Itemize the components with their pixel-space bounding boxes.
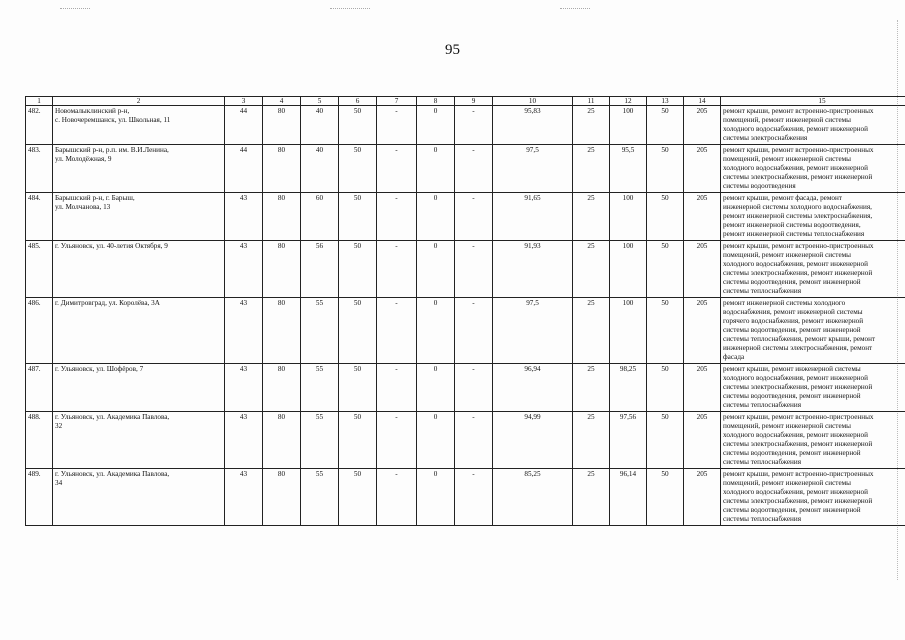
work-line: ремонт крыши, ремонт фасада, ремонт bbox=[723, 194, 842, 202]
scan-artifact bbox=[60, 8, 90, 9]
value-cell-c10: 96,94 bbox=[493, 364, 573, 412]
value-cell-c6: 50 bbox=[339, 106, 377, 145]
value-cell-c3: 44 bbox=[225, 145, 263, 193]
table-row bbox=[26, 469, 905, 526]
work-line: системы водоотведения, ремонт инженерной bbox=[723, 326, 861, 334]
value-cell-c13: 50 bbox=[647, 364, 684, 412]
address-line: 34 bbox=[55, 479, 63, 487]
works-cell bbox=[721, 106, 905, 145]
row-number: 486. bbox=[26, 298, 53, 364]
value-cell-c4: 80 bbox=[263, 241, 301, 298]
value-cell-c4: 80 bbox=[263, 298, 301, 364]
value-cell-c6: 50 bbox=[339, 364, 377, 412]
works-cell bbox=[721, 364, 905, 412]
value-cell-c4: 80 bbox=[263, 412, 301, 469]
value-cell-c9: - bbox=[455, 145, 493, 193]
value-cell-c14: 205 bbox=[684, 298, 721, 364]
value-cell-c7: - bbox=[377, 106, 417, 145]
value-cell-c3: 43 bbox=[225, 193, 263, 241]
value-cell-c7: - bbox=[377, 298, 417, 364]
works-cell bbox=[721, 241, 905, 298]
value-cell-c13: 50 bbox=[647, 412, 684, 469]
works-cell bbox=[721, 145, 905, 193]
value-cell-c12: 98,25 bbox=[610, 364, 647, 412]
value-cell-c12: 95,5 bbox=[610, 145, 647, 193]
address-cell bbox=[53, 469, 225, 526]
repair-works-table bbox=[25, 96, 905, 526]
work-line: системы теплоснабжения bbox=[723, 401, 802, 409]
work-line: фасада bbox=[723, 353, 745, 361]
value-cell-c13: 50 bbox=[647, 298, 684, 364]
value-cell-c9: - bbox=[455, 298, 493, 364]
value-cell-c4: 80 bbox=[263, 193, 301, 241]
value-cell-c9: - bbox=[455, 364, 493, 412]
value-cell-c14: 205 bbox=[684, 193, 721, 241]
column-number: 6 bbox=[339, 97, 377, 106]
row-number: 488. bbox=[26, 412, 53, 469]
work-line: системы водоотведения, ремонт инженерной bbox=[723, 278, 861, 286]
value-cell-c14: 205 bbox=[684, 145, 721, 193]
works-cell bbox=[721, 412, 905, 469]
address-cell bbox=[53, 106, 225, 145]
work-line: ремонт крыши, ремонт встроенно-пристроенных bbox=[723, 470, 874, 478]
value-cell-c4: 80 bbox=[263, 364, 301, 412]
value-cell-c9: - bbox=[455, 106, 493, 145]
value-cell-c12: 100 bbox=[610, 193, 647, 241]
work-line: холодного водоснабжения, ремонт инженерной bbox=[723, 374, 868, 382]
value-cell-c11: 25 bbox=[573, 193, 610, 241]
row-number: 487. bbox=[26, 364, 53, 412]
work-line: ремонт инженерной системы водоотведения, bbox=[723, 221, 861, 229]
work-line: ремонт инженерной системы холодного bbox=[723, 299, 846, 307]
value-cell-c5: 60 bbox=[301, 193, 339, 241]
value-cell-c13: 50 bbox=[647, 193, 684, 241]
address-cell bbox=[53, 145, 225, 193]
work-line: помещений, ремонт инженерной системы bbox=[723, 251, 852, 259]
value-cell-c11: 25 bbox=[573, 145, 610, 193]
value-cell-c4: 80 bbox=[263, 106, 301, 145]
table-row bbox=[26, 106, 905, 145]
row-number: 484. bbox=[26, 193, 53, 241]
value-cell-c10: 91,65 bbox=[493, 193, 573, 241]
value-cell-c7: - bbox=[377, 412, 417, 469]
work-line: системы водоотведения, ремонт инженерной bbox=[723, 449, 861, 457]
work-line: системы водоотведения, ремонт инженерной bbox=[723, 506, 861, 514]
work-line: системы теплоснабжения, ремонт крыши, ремонт bbox=[723, 335, 876, 343]
value-cell-c13: 50 bbox=[647, 145, 684, 193]
value-cell-c8: 0 bbox=[417, 412, 455, 469]
value-cell-c7: - bbox=[377, 145, 417, 193]
value-cell-c10: 91,93 bbox=[493, 241, 573, 298]
value-cell-c4: 80 bbox=[263, 145, 301, 193]
row-number: 485. bbox=[26, 241, 53, 298]
column-number: 15 bbox=[721, 97, 905, 106]
value-cell-c10: 94,99 bbox=[493, 412, 573, 469]
value-cell-c8: 0 bbox=[417, 145, 455, 193]
value-cell-c6: 50 bbox=[339, 298, 377, 364]
work-line: холодного водоснабжения, ремонт инженерной bbox=[723, 125, 868, 133]
value-cell-c13: 50 bbox=[647, 469, 684, 526]
work-line: помещений, ремонт инженерной системы bbox=[723, 422, 852, 430]
address-cell bbox=[53, 298, 225, 364]
work-line: системы электроснабжения bbox=[723, 134, 808, 142]
work-line: системы электроснабжения, ремонт инженерной bbox=[723, 173, 873, 181]
address-line: ул. Молодёжная, 9 bbox=[55, 155, 112, 163]
column-number: 7 bbox=[377, 97, 417, 106]
column-number: 12 bbox=[610, 97, 647, 106]
value-cell-c3: 43 bbox=[225, 241, 263, 298]
column-number-row bbox=[26, 97, 905, 106]
value-cell-c11: 25 bbox=[573, 298, 610, 364]
work-line: ремонт крыши, ремонт встроенно-пристроенных bbox=[723, 107, 874, 115]
value-cell-c8: 0 bbox=[417, 364, 455, 412]
column-number: 8 bbox=[417, 97, 455, 106]
works-cell bbox=[721, 298, 905, 364]
address-cell bbox=[53, 412, 225, 469]
address-line: г. Димитровград, ул. Королёва, 3А bbox=[55, 299, 160, 307]
value-cell-c3: 43 bbox=[225, 412, 263, 469]
address-line: ул. Молчанова, 13 bbox=[55, 203, 111, 211]
work-line: холодного водоснабжения, ремонт инженерной bbox=[723, 488, 868, 496]
scan-artifact bbox=[560, 8, 590, 9]
column-number: 3 bbox=[225, 97, 263, 106]
value-cell-c4: 80 bbox=[263, 469, 301, 526]
value-cell-c6: 50 bbox=[339, 412, 377, 469]
value-cell-c10: 97,5 bbox=[493, 298, 573, 364]
address-line: Барышский р-н, г. Барыш, bbox=[55, 194, 135, 202]
value-cell-c7: - bbox=[377, 469, 417, 526]
work-line: ремонт крыши, ремонт встроенно-пристроенных bbox=[723, 146, 874, 154]
value-cell-c9: - bbox=[455, 193, 493, 241]
value-cell-c14: 205 bbox=[684, 412, 721, 469]
table-row bbox=[26, 412, 905, 469]
scan-artifact bbox=[330, 8, 370, 9]
work-line: ремонт крыши, ремонт инженерной системы bbox=[723, 365, 861, 373]
value-cell-c8: 0 bbox=[417, 106, 455, 145]
work-line: водоснабжения, ремонт инженерной системы bbox=[723, 308, 863, 316]
value-cell-c11: 25 bbox=[573, 469, 610, 526]
value-cell-c5: 55 bbox=[301, 364, 339, 412]
work-line: инженерной системы холодного водоснабжения, bbox=[723, 203, 872, 211]
work-line: холодного водоснабжения, ремонт инженерной bbox=[723, 260, 868, 268]
work-line: ремонт крыши, ремонт встроенно-пристроенных bbox=[723, 413, 874, 421]
work-line: ремонт инженерной системы теплоснабжения bbox=[723, 230, 865, 238]
work-line: холодного водоснабжения, ремонт инженерной bbox=[723, 431, 868, 439]
value-cell-c5: 55 bbox=[301, 412, 339, 469]
value-cell-c8: 0 bbox=[417, 241, 455, 298]
value-cell-c11: 25 bbox=[573, 241, 610, 298]
value-cell-c7: - bbox=[377, 241, 417, 298]
works-cell bbox=[721, 469, 905, 526]
value-cell-c5: 40 bbox=[301, 145, 339, 193]
works-cell bbox=[721, 193, 905, 241]
work-line: ремонт крыши, ремонт встроенно-пристроенных bbox=[723, 242, 874, 250]
value-cell-c9: - bbox=[455, 469, 493, 526]
column-number: 11 bbox=[573, 97, 610, 106]
column-number: 4 bbox=[263, 97, 301, 106]
value-cell-c6: 50 bbox=[339, 469, 377, 526]
work-line: помещений, ремонт инженерной системы bbox=[723, 116, 852, 124]
value-cell-c9: - bbox=[455, 241, 493, 298]
address-cell bbox=[53, 193, 225, 241]
address-line: Барышский р-н, р.п. им. В.И.Ленина, bbox=[55, 146, 169, 154]
address-line: г. Ульяновск, ул. Академика Павлова, bbox=[55, 470, 170, 478]
row-number: 489. bbox=[26, 469, 53, 526]
row-number: 483. bbox=[26, 145, 53, 193]
address-line: г. Ульяновск, ул. 40-летия Октября, 9 bbox=[55, 242, 168, 250]
table-row bbox=[26, 298, 905, 364]
work-line: системы водоотведения bbox=[723, 182, 796, 190]
value-cell-c5: 40 bbox=[301, 106, 339, 145]
column-number: 13 bbox=[647, 97, 684, 106]
work-line: системы электроснабжения, ремонт инженерной bbox=[723, 269, 873, 277]
value-cell-c12: 100 bbox=[610, 106, 647, 145]
value-cell-c3: 43 bbox=[225, 298, 263, 364]
work-line: помещений, ремонт инженерной системы bbox=[723, 479, 852, 487]
value-cell-c5: 55 bbox=[301, 298, 339, 364]
address-cell bbox=[53, 241, 225, 298]
value-cell-c5: 56 bbox=[301, 241, 339, 298]
address-cell bbox=[53, 364, 225, 412]
table-row bbox=[26, 241, 905, 298]
address-line: Новомалыклинский р-н, bbox=[55, 107, 130, 115]
value-cell-c3: 43 bbox=[225, 469, 263, 526]
value-cell-c8: 0 bbox=[417, 469, 455, 526]
value-cell-c8: 0 bbox=[417, 193, 455, 241]
column-number: 10 bbox=[493, 97, 573, 106]
value-cell-c11: 25 bbox=[573, 412, 610, 469]
work-line: системы теплоснабжения bbox=[723, 458, 802, 466]
value-cell-c14: 205 bbox=[684, 106, 721, 145]
value-cell-c12: 97,56 bbox=[610, 412, 647, 469]
address-line: г. Ульяновск, ул. Академика Павлова, bbox=[55, 413, 170, 421]
value-cell-c14: 205 bbox=[684, 469, 721, 526]
value-cell-c6: 50 bbox=[339, 193, 377, 241]
value-cell-c12: 100 bbox=[610, 241, 647, 298]
work-line: помещений, ремонт инженерной системы bbox=[723, 155, 852, 163]
value-cell-c10: 97,5 bbox=[493, 145, 573, 193]
column-number: 9 bbox=[455, 97, 493, 106]
value-cell-c5: 55 bbox=[301, 469, 339, 526]
row-number: 482. bbox=[26, 106, 53, 145]
work-line: системы теплоснабжения bbox=[723, 515, 802, 523]
column-number: 5 bbox=[301, 97, 339, 106]
work-line: системы теплоснабжения bbox=[723, 287, 802, 295]
value-cell-c11: 25 bbox=[573, 364, 610, 412]
column-number: 14 bbox=[684, 97, 721, 106]
value-cell-c14: 205 bbox=[684, 241, 721, 298]
value-cell-c11: 25 bbox=[573, 106, 610, 145]
value-cell-c6: 50 bbox=[339, 241, 377, 298]
page-number: 95 bbox=[445, 42, 460, 58]
work-line: системы водоотведения, ремонт инженерной bbox=[723, 392, 861, 400]
address-line: 32 bbox=[55, 422, 63, 430]
value-cell-c13: 50 bbox=[647, 241, 684, 298]
table-row bbox=[26, 145, 905, 193]
work-line: инженерной системы электроснабжения, ремонт bbox=[723, 344, 873, 352]
value-cell-c13: 50 bbox=[647, 106, 684, 145]
value-cell-c6: 50 bbox=[339, 145, 377, 193]
value-cell-c3: 44 bbox=[225, 106, 263, 145]
value-cell-c8: 0 bbox=[417, 298, 455, 364]
work-line: холодного водоснабжения, ремонт инженерной bbox=[723, 164, 868, 172]
value-cell-c10: 95,83 bbox=[493, 106, 573, 145]
work-line: системы электроснабжения, ремонт инженерной bbox=[723, 383, 873, 391]
address-line: г. Ульяновск, ул. Шофёров, 7 bbox=[55, 365, 144, 373]
work-line: ремонт инженерной системы электроснабжения, bbox=[723, 212, 873, 220]
value-cell-c12: 100 bbox=[610, 298, 647, 364]
work-line: горячего водоснабжения, ремонт инженерной bbox=[723, 317, 864, 325]
value-cell-c12: 96,14 bbox=[610, 469, 647, 526]
value-cell-c7: - bbox=[377, 364, 417, 412]
work-line: системы электроснабжения, ремонт инженерной bbox=[723, 440, 873, 448]
column-number: 2 bbox=[53, 97, 225, 106]
column-number: 1 bbox=[26, 97, 53, 106]
address-line: с. Новочеремшанск, ул. Школьная, 11 bbox=[55, 116, 171, 124]
value-cell-c9: - bbox=[455, 412, 493, 469]
value-cell-c7: - bbox=[377, 193, 417, 241]
table-row bbox=[26, 193, 905, 241]
work-line: системы электроснабжения, ремонт инженерной bbox=[723, 497, 873, 505]
value-cell-c14: 205 bbox=[684, 364, 721, 412]
value-cell-c10: 85,25 bbox=[493, 469, 573, 526]
table-row bbox=[26, 364, 905, 412]
value-cell-c3: 43 bbox=[225, 364, 263, 412]
